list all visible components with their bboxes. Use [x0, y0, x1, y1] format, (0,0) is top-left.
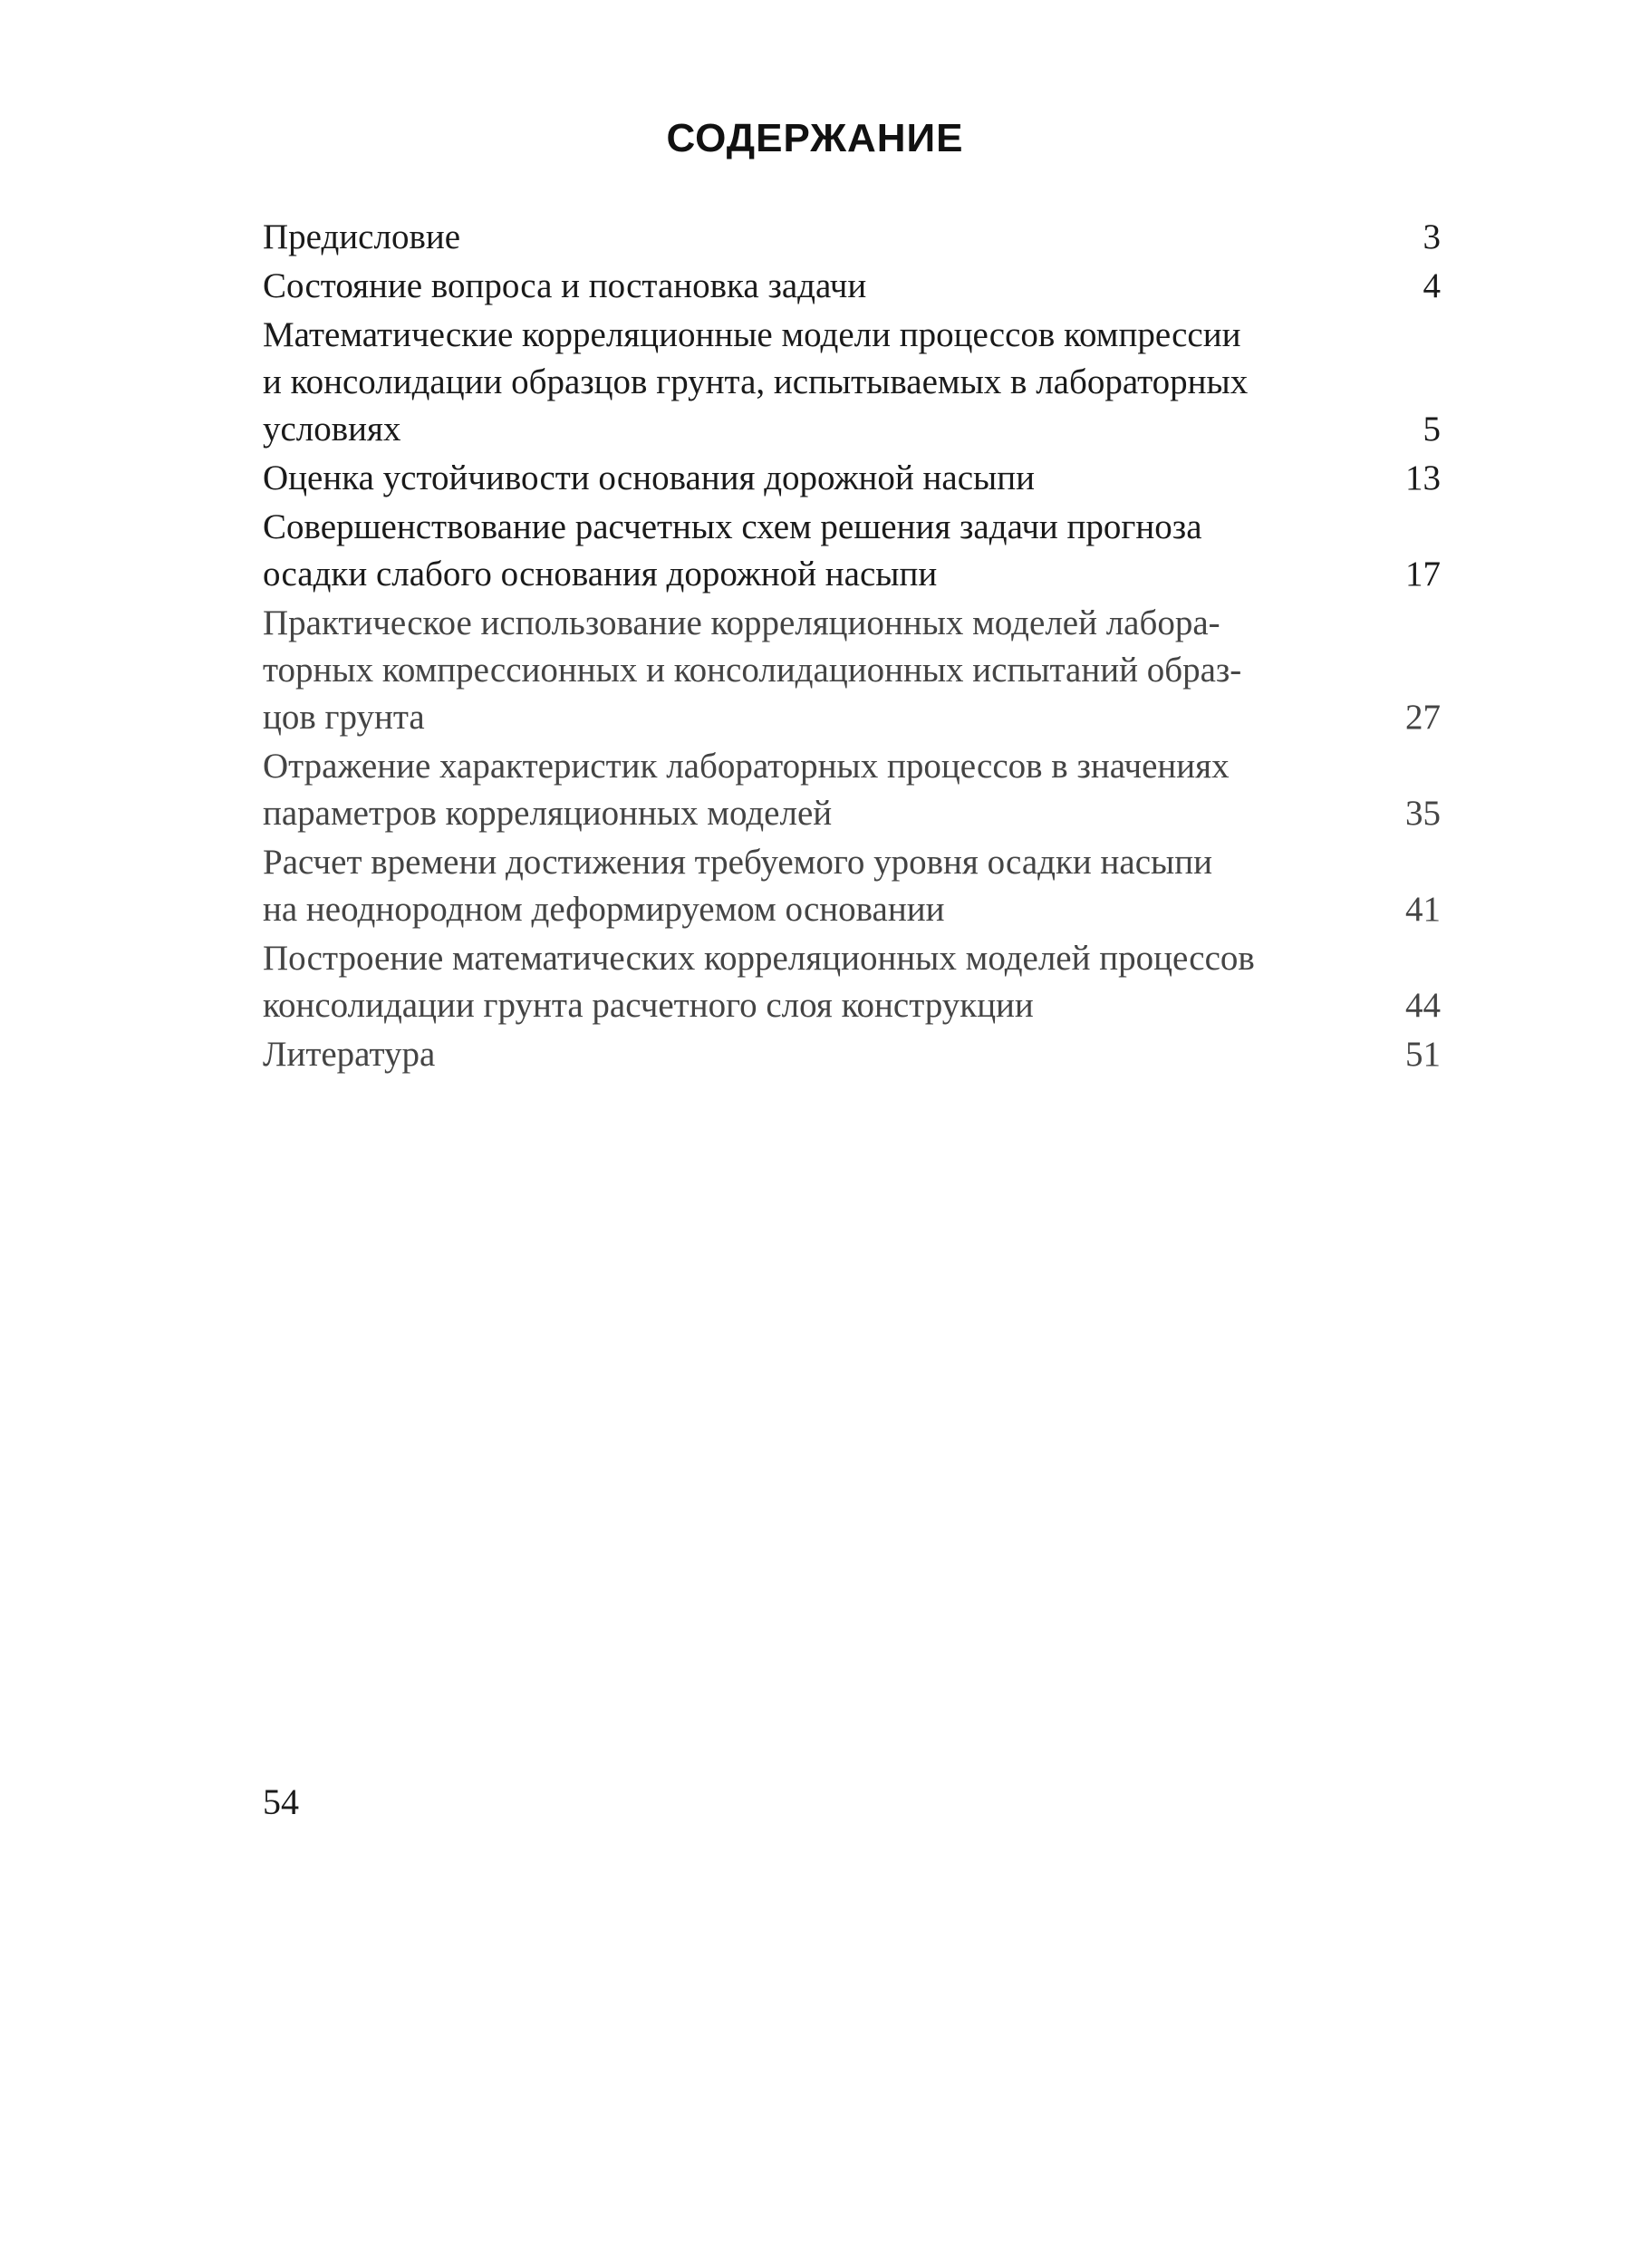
toc-entry [263, 600, 1441, 741]
toc-entry-page: 35 [1405, 794, 1441, 833]
toc-entry-title: Практическое использование корреляционных моделей лабора- торных компрессионных и консолидационных испытаний образ- цов грунта [263, 603, 1242, 737]
toc-heading: СОДЕРЖАНИЕ [666, 116, 964, 160]
toc-entry [263, 214, 1441, 261]
toc-entry-page: 5 [1423, 410, 1441, 449]
toc-entry-title: Состояние вопроса и постановка задачи [263, 266, 867, 305]
toc-entry-page: 41 [1405, 890, 1441, 929]
toc-entry [263, 743, 1441, 837]
toc-entry-page: 4 [1423, 266, 1441, 305]
toc-entry-title: Предисловие [263, 217, 461, 256]
toc-entry-page: 3 [1423, 217, 1441, 256]
toc-entry-page: 44 [1405, 986, 1441, 1025]
toc-entry-page: 51 [1405, 1035, 1441, 1074]
toc-entry-title: Литература [263, 1035, 436, 1074]
toc-entry-title: Построение математических корреляционных моделей процессов консолидации грунта расчетного слоя конструкции [263, 939, 1255, 1025]
toc-entry-title: Совершенствование расчетных схем решения задачи прогноза осадки слабого основания дорожной насыпи [263, 507, 1202, 594]
toc-entry-title: Отражение характеристик лабораторных процессов в значениях параметров корреляционных моделей [263, 747, 1230, 833]
table-of-contents [263, 214, 1441, 1080]
toc-entry-title: Оценка устойчивости основания дорожной насыпи [263, 458, 1035, 497]
toc-entry [263, 935, 1441, 1029]
toc-entry-page: 17 [1405, 555, 1441, 594]
toc-entry [263, 312, 1441, 453]
toc-entry-title: Математические корреляционные модели процессов компрессии и консолидации образцов грунта, испытываемых в лабораторных условиях [263, 315, 1249, 449]
toc-entry [263, 839, 1441, 933]
toc-entry [263, 263, 1441, 310]
toc-entry [263, 455, 1441, 502]
toc-entry [263, 1031, 1441, 1078]
footer-page-number: 54 [263, 1781, 299, 1822]
toc-entry-page: 13 [1405, 458, 1441, 497]
toc-entry-page: 27 [1405, 698, 1441, 737]
toc-entry [263, 504, 1441, 598]
toc-entry-title: Расчет времени достижения требуемого уровня осадки насыпи на неоднородном деформируемом основании [263, 843, 1212, 929]
